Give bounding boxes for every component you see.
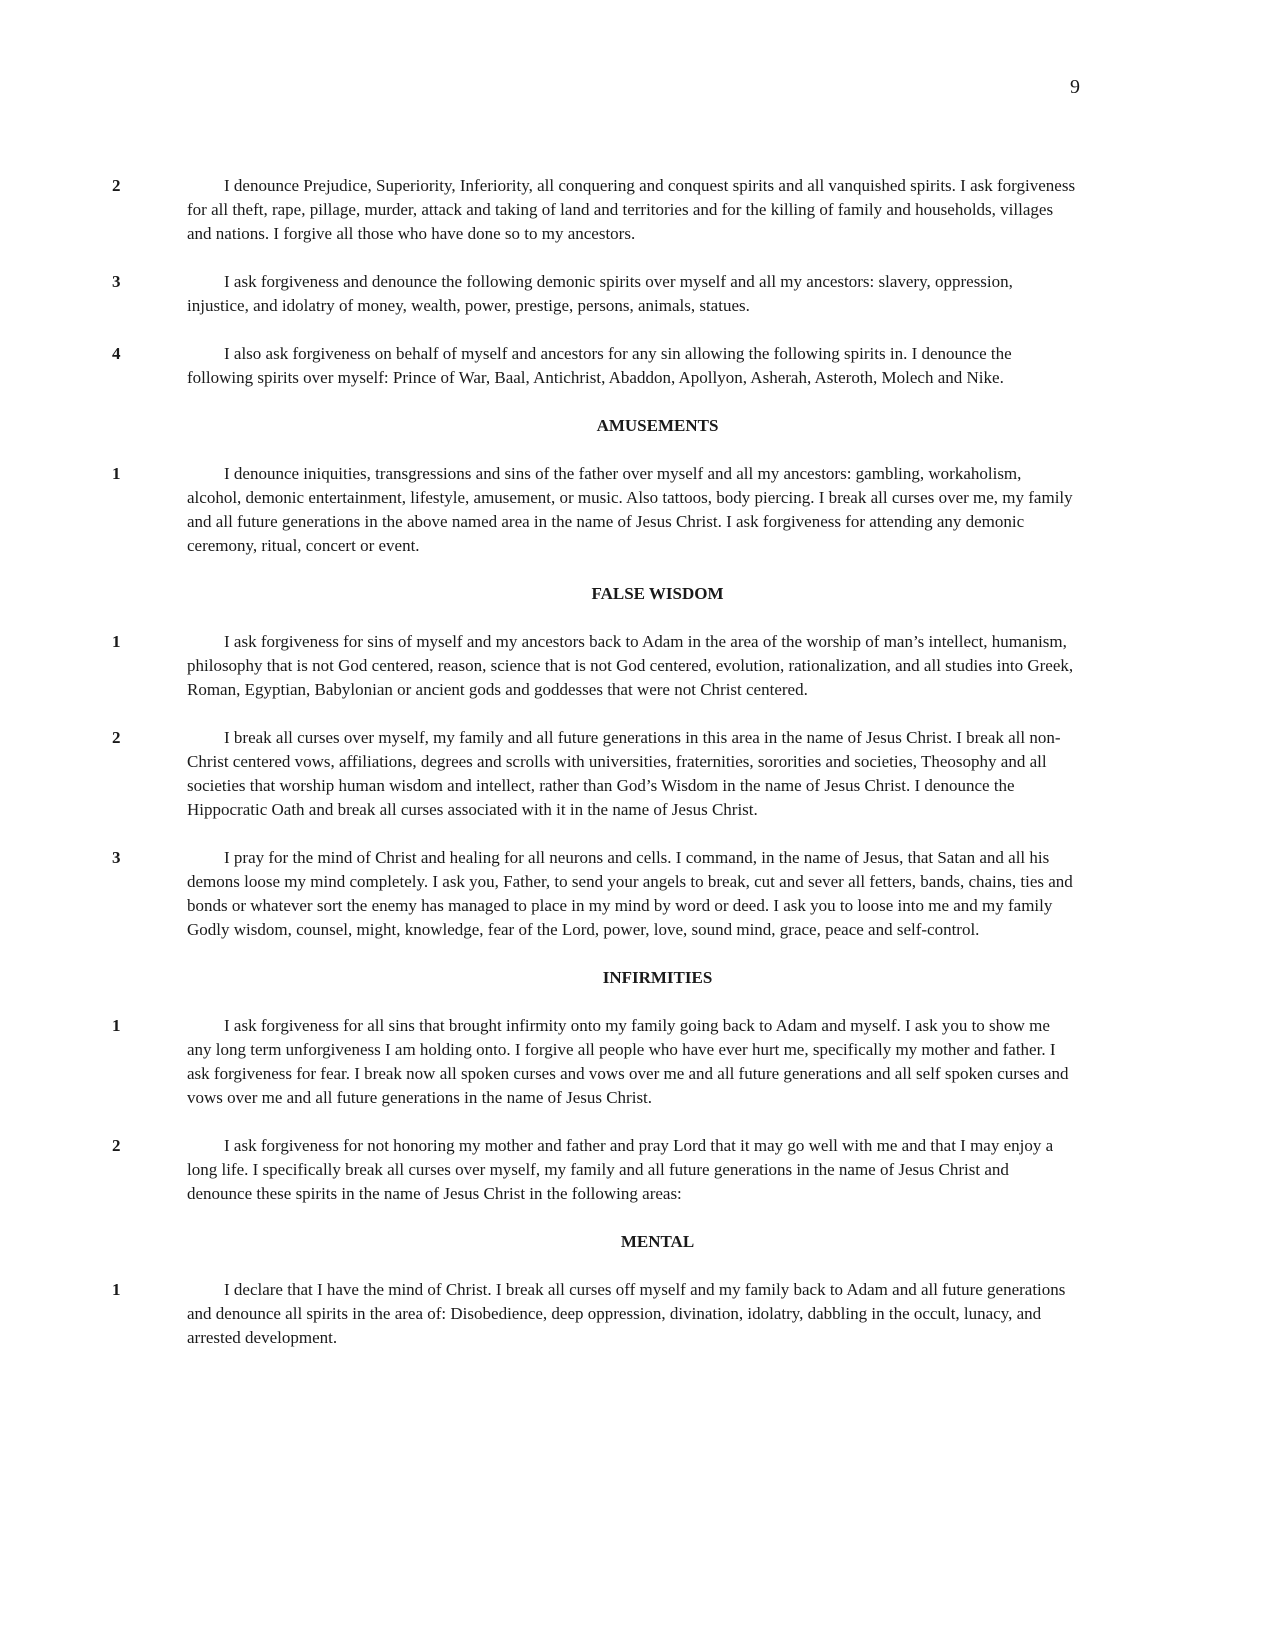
paragraph <box>112 1278 1077 1350</box>
page-number: 9 <box>1070 76 1080 98</box>
section-heading: AMUSEMENTS <box>596 416 719 435</box>
paragraph <box>112 1014 1077 1110</box>
paragraph-number: 3 <box>112 272 121 291</box>
section-heading: MENTAL <box>620 1232 695 1251</box>
paragraph-number: 2 <box>112 728 121 747</box>
paragraph-number: 2 <box>112 1136 121 1155</box>
paragraph <box>112 462 1077 558</box>
paragraph-text: I ask forgiveness for sins of myself and my ancestors back to Adam in the area of the worship of man’s intellect, humanism, philosophy that is not God centered, reason, science that is not God centered, evolution, rationalization, and all studies into Greek, Roman, Egyptian, Babylonian or ancient gods and goddesses that were not Christ centered. <box>187 632 1074 699</box>
paragraph-text: I ask forgiveness for all sins that brought infirmity onto my family going back to Adam and myself. I ask you to show me any long term unforgiveness I am holding onto. I forgive all people who have ever hurt me, specifically my mother and father. I ask forgiveness for fear. I break now all spoken curses and vows over me and all future generations and all self spoken curses and vows over me and all future generations in the name of Jesus Christ. <box>187 1016 1069 1107</box>
paragraph <box>112 270 1077 318</box>
paragraph-text: I declare that I have the mind of Christ. I break all curses off myself and my family back to Adam and all future generations and denounce all spirits in the area of: Disobedience, deep oppression, divination, idolatry, dabbling in the occult, lunacy, and arrested development. <box>187 1280 1066 1347</box>
paragraph-number: 3 <box>112 848 121 867</box>
paragraph <box>112 1134 1077 1206</box>
paragraph-number: 1 <box>112 1280 121 1299</box>
section-heading: INFIRMITIES <box>602 968 713 987</box>
paragraph-number: 2 <box>112 176 121 195</box>
paragraph <box>112 174 1077 246</box>
document-body <box>0 174 1275 1350</box>
paragraph <box>112 846 1077 942</box>
paragraph-number: 1 <box>112 632 121 651</box>
paragraph-text: I ask forgiveness and denounce the following demonic spirits over myself and all my ancestors: slavery, oppression, injustice, and idolatry of money, wealth, power, prestige, persons, animals, statues. <box>187 272 1013 315</box>
paragraph-text: I ask forgiveness for not honoring my mother and father and pray Lord that it may go well with me and that I may enjoy a long life. I specifically break all curses over myself, my family and all future generations in the name of Jesus Christ and denounce these spirits in the name of Jesus Christ in the following areas: <box>187 1136 1054 1203</box>
paragraph-number: 4 <box>112 344 121 363</box>
paragraph-number: 1 <box>112 1016 121 1035</box>
paragraph-text: I denounce iniquities, transgressions and sins of the father over myself and all my ancestors: gambling, workaholism, alcohol, demonic entertainment, lifestyle, amusement, or music. Also tattoos, body piercing. I break all curses over me, my family and all future generations in the above named area in the name of Jesus Christ. I ask forgiveness for attending any demonic ceremony, ritual, concert or event. <box>187 464 1073 555</box>
paragraph <box>112 342 1077 390</box>
paragraph-text: I denounce Prejudice, Superiority, Inferiority, all conquering and conquest spirits and all vanquished spirits. I ask forgiveness for all theft, rape, pillage, murder, attack and taking of land and territories and for the killing of family and households, villages and nations. I forgive all those who have done so to my ancestors. <box>187 176 1076 243</box>
paragraph <box>112 630 1077 702</box>
paragraph-text: I also ask forgiveness on behalf of myself and ancestors for any sin allowing the following spirits in. I denounce the following spirits over myself: Prince of War, Baal, Antichrist, Abaddon, Apollyon, Asherah, Asteroth, Molech and Nike. <box>187 344 1012 387</box>
paragraph-text: I pray for the mind of Christ and healing for all neurons and cells. I command, in the name of Jesus, that Satan and all his demons loose my mind completely. I ask you, Father, to send your angels to break, cut and sever all fetters, bands, chains, ties and bonds or whatever sort the enemy has managed to place in my mind by word or deed. I ask you to loose into me and my family Godly wisdom, counsel, might, knowledge, fear of the Lord, power, love, sound mind, grace, peace and self-control. <box>187 848 1073 939</box>
paragraph-number: 1 <box>112 464 121 483</box>
section-heading: FALSE WISDOM <box>591 584 724 603</box>
paragraph <box>112 726 1077 822</box>
paragraph-text: I break all curses over myself, my family and all future generations in this area in the name of Jesus Christ. I break all non-Christ centered vows, affiliations, degrees and scrolls with universities, fraternities, sororities and societies, Theosophy and all societies that worship human wisdom and intellect, rather than God’s Wisdom in the name of Jesus Christ. I denounce the Hippocratic Oath and break all curses associated with it in the name of Jesus Christ. <box>187 728 1061 819</box>
